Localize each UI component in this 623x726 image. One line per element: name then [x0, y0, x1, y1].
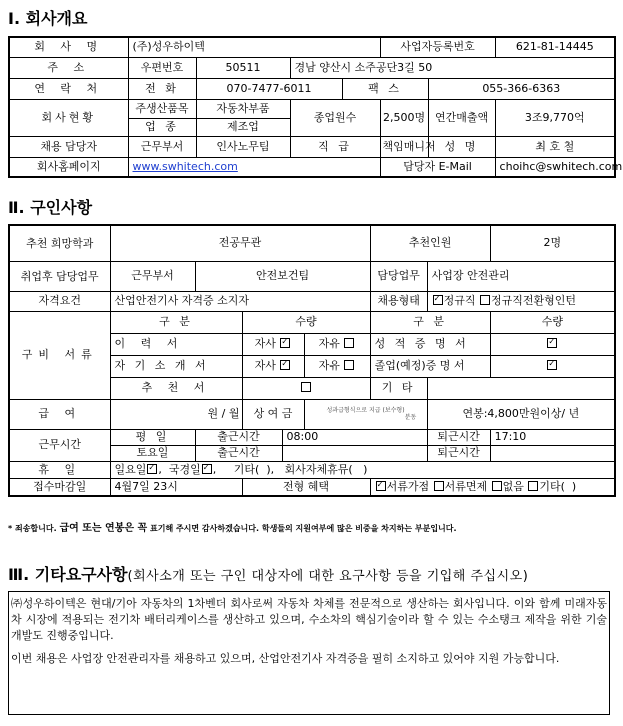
intro-own-checkbox[interactable] — [280, 360, 290, 370]
work-dept: 안전보건팀 — [195, 261, 370, 291]
doc-other-value — [427, 377, 615, 399]
holiday-label: 휴 일 — [9, 461, 110, 478]
duty-col-label: 담당업무 — [370, 261, 427, 291]
saturday-label: 토요일 — [110, 445, 195, 461]
intro-free-label: 자유 — [318, 359, 340, 372]
remarks-paragraph-1: ㈜성우하이텍은 현대/기아 자동차의 1차벤더 회사로써 자동차 차체를 전문적으로 생산하는 회사입니다. 이와 함께 미래자동차 시장에 적용되는 전기차 배터리케이스를 생산하고 있으며, 수소차의 핵심기술이라 할 수 있는 수소탱크 제작을 위한 기술개발도 진행중입니다. — [11, 597, 607, 642]
dept: 인사노무팀 — [196, 136, 290, 157]
weekday-end-label: 퇴근시간 — [427, 429, 490, 445]
benefit-1-checkbox[interactable] — [376, 481, 386, 491]
biz-no-label: 사업자등록번호 — [380, 37, 495, 57]
note-prefix: * 죄송합니다. — [8, 524, 57, 533]
count-label: 추천인원 — [370, 225, 490, 261]
manager-name: 최 호 철 — [495, 136, 615, 157]
weekday-start-time: 08:00 — [282, 429, 427, 445]
saturday-end-time — [490, 445, 615, 461]
address: 경남 양산시 소주공단3길 50 — [290, 57, 615, 78]
benefit-4-close: ) — [571, 479, 577, 493]
position-label: 직 급 — [290, 136, 380, 157]
salary-unit: 원 / 월 — [110, 399, 242, 429]
docs-col-type-left: 구 분 — [110, 311, 242, 333]
deadline-label: 접수마감일 — [9, 478, 110, 496]
benefit-4-checkbox[interactable] — [528, 481, 538, 491]
docs-label: 구비 서류 — [9, 311, 110, 399]
remarks-paragraph-2: 이번 채용은 사업장 안전관리자를 채용하고 있으며, 산업안전기사 자격증을 필히 소지하고 있어야 지원 가능합니다. — [11, 652, 560, 665]
holiday-nat: 국경일 — [168, 462, 201, 476]
doc-grad: 졸업(예정)증 명 서 — [370, 355, 490, 377]
company-name: (주)성우하이텍 — [128, 37, 380, 57]
job-table: 추천 희망학과 전공무관 추천인원 2명 취업후 담당업무 근무부서 안전보건팀 담당업무 사업장 안전관리 자격요건 산업안전기사 자격증 소지자 채용형태 ✓ 정규직 정규직전환형인턴 구비 서류 구 분 수량 구 분 수량 이 력 서 자사 ✓ 자유 성 적 증 명 서 ✓ 자 기 소 개 서 자사 ✓ 자유 졸업(예정)증 명 서 ✓ 추 천 서 기 타 급 여 원 / 월 상 여 금 성과급형식으로 지급 (보수형) 분동 연봉:4,800만원이상/ 년 근무시간 평 일 출근시간 08:00 퇴근시간 17:10 토요일 출근시간 퇴근시간 휴 일 일요일✓ , 국경일✓ , 기타( ), 회사자체휴뮤( ) 접수마감일 4월7일 23시 전형 혜택 ✓ 서류가점 서류면제 없음 기타( ) — [8, 224, 616, 497]
benefit-3: 없음 — [502, 479, 524, 493]
position: 책임매니저 — [380, 136, 428, 157]
section-3-subtitle: (회사소개 또는 구인 대상자에 대한 요구사항 등을 기입해 주십시오) — [127, 569, 529, 584]
qual-label: 자격요건 — [9, 291, 110, 311]
saturday-end-label: 퇴근시간 — [427, 445, 490, 461]
resume-free-checkbox[interactable] — [344, 338, 354, 348]
count: 2명 — [490, 225, 615, 261]
company-table — [8, 36, 623, 178]
email-label: 담당자 E-Mail — [380, 157, 495, 177]
intro-own-label: 자사 — [254, 359, 276, 372]
resume-own-checkbox[interactable] — [280, 338, 290, 348]
remarks-box — [8, 591, 610, 715]
postal-code: 50511 — [196, 57, 290, 78]
phone: 070-7477-6011 — [196, 78, 342, 99]
fax-label: 팩 스 — [342, 78, 428, 99]
weekday-label: 평 일 — [110, 429, 195, 445]
resume-own-label: 자사 — [254, 337, 276, 350]
employees-label: 종업원수 — [290, 99, 380, 136]
section-2-heading — [8, 195, 92, 218]
biz-no: 621-81-14445 — [495, 37, 615, 57]
benefit-2-checkbox[interactable] — [434, 481, 444, 491]
section-1-number: Ⅰ. — [8, 9, 21, 28]
emp-type-1-checkbox[interactable] — [433, 295, 443, 305]
homepage-label: 회사홈페이지 — [9, 157, 128, 177]
salary-label: 급 여 — [9, 399, 110, 429]
section-1-title: 회사개요 — [25, 9, 88, 28]
salary-note — [8, 519, 457, 534]
industry-label: 업 종 — [128, 118, 196, 136]
doc-intro: 자 기 소 개 서 — [110, 355, 242, 377]
bonus-note-2: 분동 — [404, 414, 417, 421]
benefit-3-checkbox[interactable] — [492, 481, 502, 491]
manager-name-label: 성 명 — [428, 136, 495, 157]
hours-label: 근무시간 — [9, 429, 110, 461]
product-label: 주생산품목 — [128, 99, 196, 118]
holiday-etc: 기타( — [233, 462, 260, 476]
doc-grades: 성 적 증 명 서 — [370, 333, 490, 355]
benefit-4: 기타( — [539, 479, 565, 493]
emp-type-2: 정규직전환형인턴 — [490, 294, 576, 307]
homepage-link[interactable]: www.swhitech.com — [132, 159, 238, 173]
sales-label: 연간매출액 — [428, 99, 495, 136]
qual: 산업안전기사 자격증 소지자 — [110, 291, 370, 311]
emp-type-1: 정규직 — [443, 294, 476, 307]
section-1-heading — [8, 6, 87, 29]
duty: 사업장 안전관리 — [427, 261, 615, 291]
deadline: 4월7일 23시 — [110, 478, 242, 496]
weekday-start-label: 출근시간 — [195, 429, 282, 445]
section-3-title: 기타요구사항 — [34, 565, 128, 584]
saturday-start-label: 출근시간 — [195, 445, 282, 461]
work-dept-label: 근무부서 — [110, 261, 195, 291]
salary-annual: 연봉:4,800만원이상/ 년 — [427, 399, 615, 429]
doc-resume: 이 력 서 — [110, 333, 242, 355]
recommend-checkbox[interactable] — [301, 382, 311, 392]
bonus-label: 상 여 금 — [242, 399, 304, 429]
grad-checkbox[interactable] — [547, 360, 557, 370]
dept-label: 근무부서 — [128, 136, 196, 157]
note-suffix: 표기해 주시면 감사하겠습니다. 학생들의 지원여부에 많은 비중을 차지하는 부분입니다. — [149, 524, 457, 533]
bonus-note: 성과급형식으로 지급 (보수형) — [326, 407, 405, 414]
grades-checkbox[interactable] — [547, 338, 557, 348]
manager-label: 채용 담당자 — [9, 136, 128, 157]
fax: 055-366-6363 — [428, 78, 615, 99]
industry: 제조업 — [196, 118, 290, 136]
holiday-company: 회사자체휴뮤( — [284, 462, 353, 476]
benefit-label: 전형 혜택 — [242, 478, 370, 496]
sales: 3조9,770억 — [495, 99, 615, 136]
company-name-label: 회 사 명 — [9, 37, 128, 57]
intro-free-checkbox[interactable] — [344, 360, 354, 370]
docs-col-qty-left: 수량 — [242, 311, 370, 333]
holiday-sun-checkbox[interactable] — [147, 464, 157, 474]
contact-label: 연 락 처 — [9, 78, 128, 99]
weekday-end-time: 17:10 — [490, 429, 615, 445]
resume-free-label: 자유 — [318, 337, 340, 350]
holiday-etc-close: ) — [266, 462, 271, 476]
section-2-number: Ⅱ. — [8, 198, 25, 217]
employees: 2,500명 — [380, 99, 428, 136]
section-2-title: 구인사항 — [30, 198, 93, 217]
holiday-sun: 일요일 — [114, 462, 147, 476]
benefit-1: 서류가점 — [386, 479, 430, 493]
section-3-heading — [8, 562, 528, 585]
doc-other: 기 타 — [370, 377, 427, 399]
address-label: 주 소 — [9, 57, 128, 78]
status-label: 회사현황 — [9, 99, 128, 136]
benefit-2: 서류면제 — [444, 479, 488, 493]
postal-label: 우편번호 — [128, 57, 196, 78]
holiday-company-close: ) — [363, 462, 368, 476]
docs-col-qty-right: 수량 — [490, 311, 615, 333]
product: 자동차부품 — [196, 99, 290, 118]
doc-recommend: 추 천 서 — [110, 377, 242, 399]
major-label: 추천 희망학과 — [9, 225, 110, 261]
saturday-start-time — [282, 445, 427, 461]
section-3-number: Ⅲ. — [8, 565, 30, 584]
email[interactable]: choihc@swhitech.com — [495, 157, 615, 177]
duty-label: 취업후 담당업무 — [9, 261, 110, 291]
holiday-nat-checkbox[interactable] — [202, 464, 212, 474]
emp-type-label: 채용형태 — [370, 291, 427, 311]
emp-type-2-checkbox[interactable] — [480, 295, 490, 305]
docs-col-type-right: 구 분 — [370, 311, 490, 333]
phone-label: 전 화 — [128, 78, 196, 99]
major: 전공무관 — [110, 225, 370, 261]
note-mid: 급여 또는 연봉은 꼭 — [59, 523, 148, 534]
